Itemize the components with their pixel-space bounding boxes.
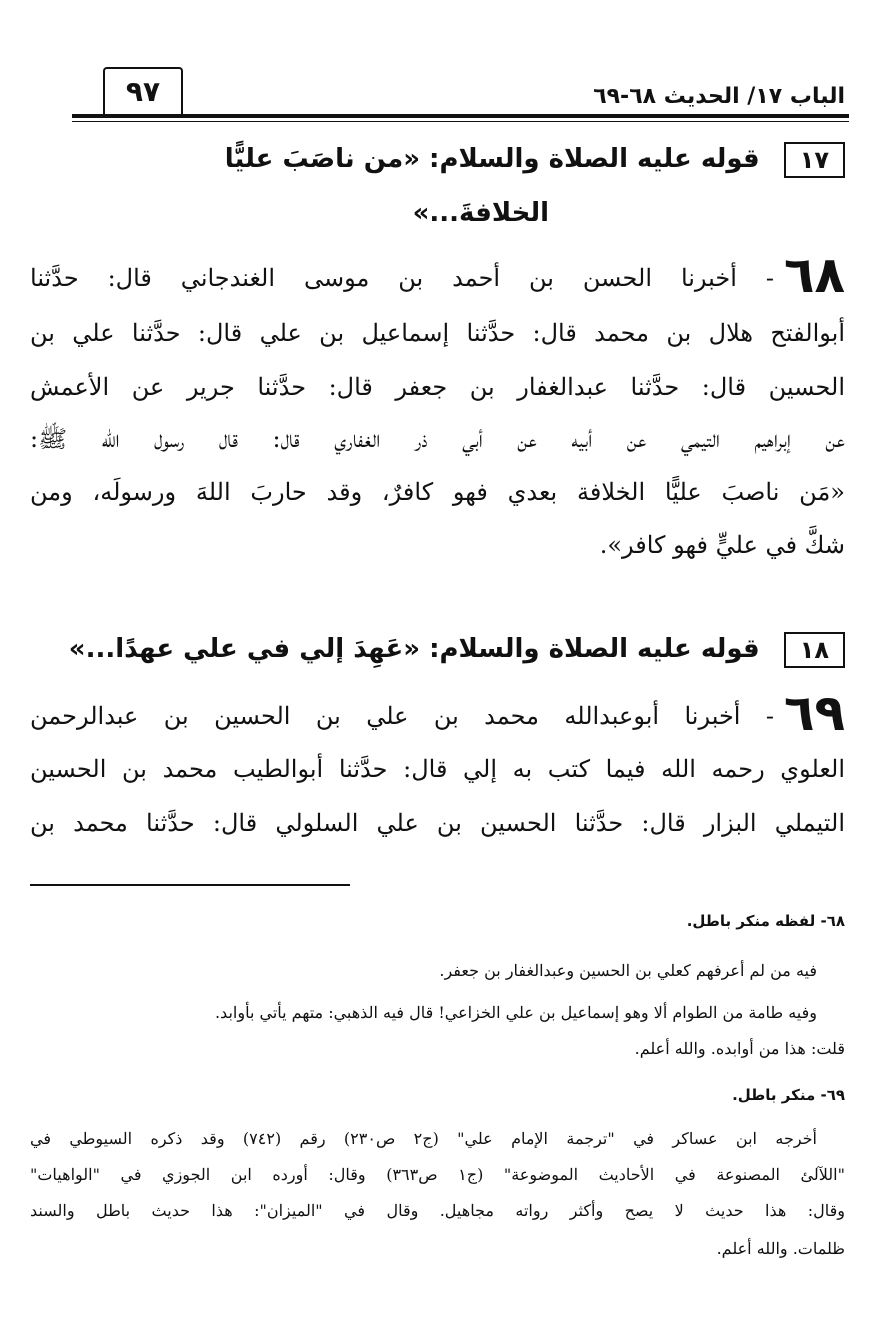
page-number: ٩٧: [103, 67, 183, 115]
footnote-rule: [30, 884, 350, 886]
header-rule-thin: [72, 121, 849, 122]
footnote-69-head: ٦٩- منكر باطل.: [732, 1086, 845, 1104]
footnote-line: ظلمات. والله أعلم.: [716, 1239, 845, 1258]
hadith-69-line: العلوي رحمه الله فيما كتب به إلي قال: حدَّثنا أبوالطيب محمد بن الحسين: [30, 755, 845, 783]
hadith-69-line: التيملي البزار قال: حدَّثنا الحسين بن علي السلولي قال: حدَّثنا محمد بن: [30, 809, 845, 837]
footnote-68-head: ٦٨- لفظه منكر باطل.: [686, 912, 845, 930]
hadith-68-line: الحسين قال: حدَّثنا عبدالغفار بن جعفر قال: حدَّثنا جرير عن الأعمش: [30, 373, 845, 401]
section-number-box: ١٧: [784, 142, 845, 178]
footnote-line: وفيه طامة من الطوام ألا وهو إسماعيل بن علي الخزاعي! قال فيه الذهبي: متهم يأتي بأوابد.: [214, 1003, 817, 1022]
footnote-line: فيه من لم أعرفهم كعلي بن الحسين وعبدالغفار بن جعفر.: [439, 961, 817, 980]
footnote-line: قلت: هذا من أوابده. والله أعلم.: [634, 1039, 845, 1058]
hadith-68-line: «مَن ناصبَ عليًّا الخلافة بعدي فهو كافرٌ، وقد حاربَ اللهَ ورسولَه، ومن: [30, 478, 845, 506]
hadith-number: ٦٨: [783, 250, 845, 304]
section-18-title: قوله عليه الصلاة والسلام: «عَهِدَ إلي في علي عهدًا...»: [68, 634, 760, 664]
footnote-heading: [30, 1078, 845, 1112]
section-17-title: قوله عليه الصلاة والسلام: «من ناصَبَ عليًّا: [224, 144, 760, 174]
hadith-number: ٦٩: [783, 688, 845, 742]
hadith-68-line: عن إبراهيم التيمي عن أبيه عن أبي ذر الغفاري قال: قال رسول الله ﷺ:: [30, 425, 845, 453]
hadith-69-line: [30, 688, 845, 742]
hadith-text: - أخبرنا الحسن بن أحمد بن موسى الغندجاني قال: حدَّثنا: [30, 264, 774, 292]
footnote-line: وقال: هذا حديث لا يصح وأكثر رواته مجاهيل. وقال في "الميزان": هذا حديث باطل والسند: [30, 1201, 845, 1220]
hadith-68-line: [30, 250, 845, 304]
header-rule: [72, 114, 849, 118]
section-17-heading: [30, 134, 845, 184]
section-number-box: ١٨: [784, 632, 845, 668]
section-18-heading: [30, 624, 845, 674]
hadith-68-line: شكَّ في عليٍّ فهو كافر».: [599, 531, 845, 559]
footnote-heading: [30, 904, 845, 938]
running-header: الباب ١٧/ الحديث ٦٨-٦٩: [593, 84, 845, 109]
footnote-line: "اللآلئ المصنوعة في الأحاديث الموضوعة" (ج١ ص٣٦٣) وقال: أورده ابن الجوزي في "الواهيات": [30, 1165, 845, 1184]
hadith-text: - أخبرنا أبوعبدالله محمد بن علي بن الحسين بن عبدالرحمن: [30, 702, 774, 730]
footnote-line: أخرجه ابن عساكر في "ترجمة الإمام علي" (ج٢ ص٢٣٠) رقم (٧٤٢) وقد ذكره السيوطي في: [30, 1129, 817, 1148]
section-17-title-cont: الخلافةَ...»: [412, 198, 549, 228]
hadith-68-line: أبوالفتح هلال بن محمد قال: حدَّثنا إسماعيل بن علي قال: حدَّثنا علي بن: [30, 319, 845, 347]
